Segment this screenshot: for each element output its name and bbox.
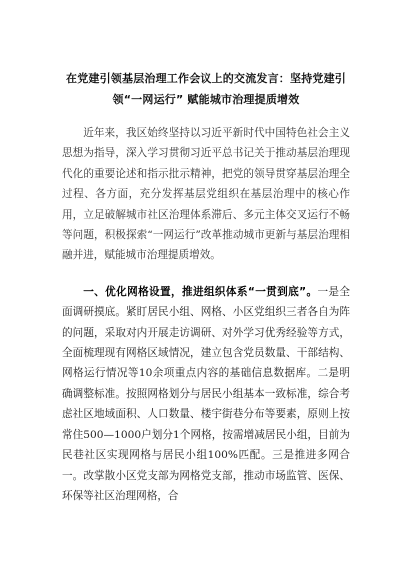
- intro-paragraph: 近年来，我区始终坚持以习近平新时代中国特色社会主义思想为指导，深入学习贯彻习近平总书记关于推动基层治理现代化的重要论述和指示批示精神，把党的领导贯穿基层治理全过程、各方面，充分发挥基层党组织在基层治理中的核心作用，立足破解城市社区治理体系滞后、多元主体交叉运行不畅等问题，积极探索“一网运行”改革推动城市更新与基层治理相融并进，赋能城市治理提质增效。: [62, 127, 350, 262]
- document-title-line-1: 在党建引领基层治理工作会议上的交流发言：坚持党建引: [66, 72, 346, 85]
- section-one-body: 一是全面调研摸底。紧盯居民小组、网格、小区党组织三者各自为阵的问题，采取对内开展走访调研、对外学习优秀经验等方式，全面梳理现有网格区域情况，建立包含党员数量、干部结构、网格运行情况等10余项重点内容的基础信息数据库。二是明确调整标准。按照网格划分与居民小组基本一致标准，综合考虑社区地域面积、人口数量、楼宇街巷分布等要素，原则上按常住500—1000户划分1个网格，按需增减居民小组，目前为民巷社区实现网格与居民小组100%匹配。三是推进多网合一。改掌散小区党支部为网格党支部，推动市场监管、医保、环保等社区治理网格，合: [62, 285, 350, 502]
- section-one-paragraph: [62, 282, 350, 506]
- document-title-line-2: 领“一网运行” 赋能城市治理提质增效: [112, 93, 300, 106]
- document-title: [62, 0, 350, 110]
- document-page: [62, 0, 350, 580]
- section-one-heading: 一、优化网格设置，推进组织体系“一贯到底”。: [83, 285, 318, 298]
